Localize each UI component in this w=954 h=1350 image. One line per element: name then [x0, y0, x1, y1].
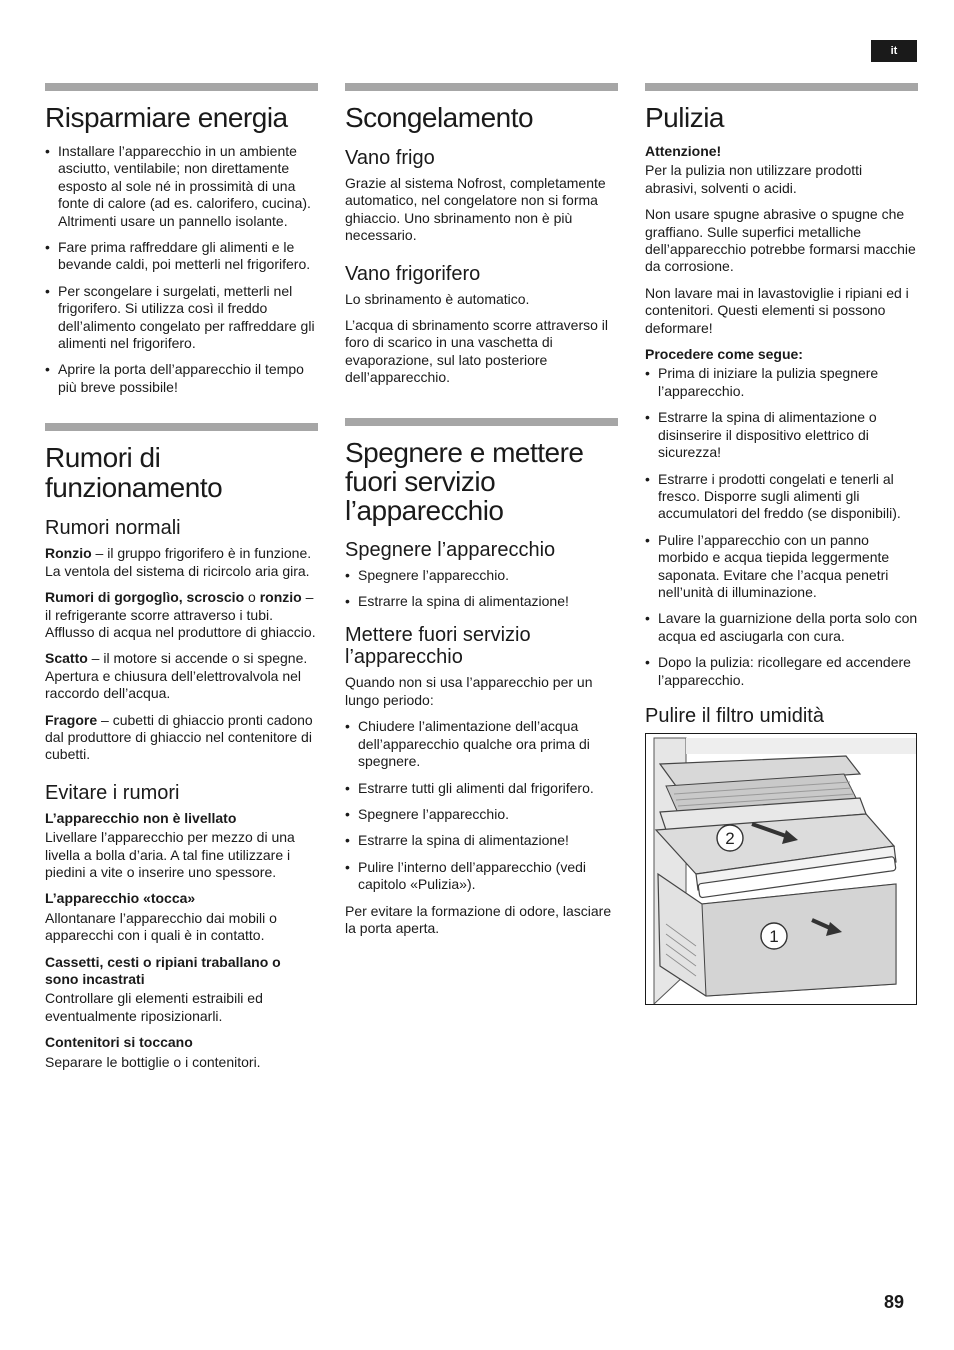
list-item: • Prima di iniziare la pulizia spegnere l’apparecchio.	[645, 365, 918, 400]
list-item: • Installare l’apparecchio in un ambiente asciutto, ventilabile; non direttamente esposto al sole né in prossimità di una fonte di calore (ad es. calorifero, cucina). Altrimenti usare un pannello isolante.	[45, 143, 318, 230]
list-item: • Spegnere l’apparecchio.	[345, 806, 618, 823]
term-ronzio: Ronzio	[45, 545, 92, 562]
section-title-scongelamento: Scongelamento	[345, 102, 534, 133]
subheading-spegnere-apparecchio: Spegnere l’apparecchio	[345, 538, 556, 561]
paragraph-scatto	[45, 650, 318, 702]
text-scatto: – il motore si accende o si spegne. Apertura e chiusura dell’elettrovalvola nel raccordo dell’acqua.	[45, 650, 308, 702]
paragraph-fuori-note: Per evitare la formazione di odore, lasciare la porta aperta.	[345, 902, 612, 936]
column-middle	[345, 83, 618, 946]
text-gorgoglio: – il refrigerante scorre attraverso i tubi. Afflusso di acqua nel produttore di ghiaccio.	[45, 589, 316, 640]
paragraph-fragore	[45, 712, 318, 764]
list-item: • Chiudere l’alimentazione dell’acqua dell’apparecchio qualche ora prima di spegnere.	[345, 718, 618, 770]
list-item: • Estrarre la spina di alimentazione!	[345, 832, 618, 849]
paragraph-cassetti: Controllare gli elementi estraibili ed eventualmente riposizionarli.	[45, 990, 263, 1024]
drawer-diagram	[646, 734, 916, 1004]
list-item: • Per scongelare i surgelati, metterli nel frigorifero. Si utilizza così il freddo dell’alimento congelato per raffreddare gli alimenti nel frigorifero.	[45, 283, 318, 353]
text-fragore: – cubetti di ghiaccio pronti cadono dal produttore di ghiaccio nel contenitore di cubetti.	[45, 711, 313, 763]
paragraph-acqua-sbrinamento: L’acqua di sbrinamento scorre attraverso il foro di scarico in una vaschetta di evaporazione, sul lato posteriore dell’apparecchio.	[345, 317, 609, 386]
list-item: • Estrarre la spina di alimentazione!	[345, 593, 618, 610]
subtitle-tocca: L’apparecchio «tocca»	[45, 890, 196, 907]
list-item: • Aprire la porta dell’apparecchio il tempo più breve possibile!	[45, 361, 318, 396]
list-item: • Pulire l’apparecchio con un panno morbido e acqua tiepida leggermente saponata. Evitare che l’acqua penetri nell’unità di illuminazione.	[645, 532, 918, 602]
text-ronzio: – il gruppo frigorifero è in funzione. La ventola del sistema di ricircolo aria gira.	[45, 545, 312, 579]
paragraph-sbrinamento: Lo sbrinamento è automatico.	[345, 290, 530, 307]
section-rule	[45, 83, 318, 91]
list-item: • Fare prima raffreddare gli alimenti e le bevande caldi, poi metterli nel frigorifero.	[45, 239, 318, 274]
spegnere-list	[345, 567, 618, 611]
section-rule	[345, 83, 618, 91]
paragraph-ronzio	[45, 545, 318, 580]
paragraph-livellato: Livellare l’apparecchio per mezzo di una livella a bolla d’aria. A tal fine utilizzare i piedini a vite o inserire uno spessore.	[45, 829, 295, 880]
paragraph-fuori-intro: Quando non si usa l’apparecchio per un lungo periodo:	[345, 674, 593, 708]
paragraph-attenzione: Per la pulizia non utilizzare prodotti abrasivi, solventi o acidi.	[645, 162, 863, 196]
section-title-rumori: Rumori di funzionamento	[45, 442, 223, 504]
text-or: o	[244, 589, 260, 606]
subtitle-contenitori: Contenitori si toccano	[45, 1034, 193, 1051]
spacer	[45, 405, 318, 423]
column-left	[45, 83, 318, 1080]
section-title-risparmiare: Risparmiare energia	[45, 102, 288, 133]
paragraph-contenitori: Separare le bottiglie o i contenitori.	[45, 1053, 261, 1070]
list-item: • Spegnere l’apparecchio.	[345, 567, 618, 584]
callout-label-2: 2	[725, 828, 735, 848]
drawer-illustration	[645, 733, 917, 1005]
subheading-fuori-servizio: Mettere fuori servizio l’apparecchio	[345, 624, 531, 669]
list-item: • Estrarre la spina di alimentazione o disinserire il dispositivo elettrico di sicurezza!	[645, 409, 918, 461]
paragraph-lavastoviglie: Non lavare mai in lavastoviglie i ripiani ed i contenitori. Questi elementi si possono deformare!	[645, 284, 909, 336]
list-item: • Lavare la guarnizione della porta solo con acqua ed asciugarla con cura.	[645, 610, 918, 645]
subheading-filtro-umidita: Pulire il filtro umidità	[645, 704, 824, 727]
paragraph-vano-frigo: Grazie al sistema Nofrost, completamente automatico, nel congelatore non si forma ghiaccio. Uno sbrinamento non è più necessario.	[345, 175, 606, 244]
spacer	[345, 396, 618, 418]
column-right	[645, 83, 918, 1005]
subtitle-procedere: Procedere come segue:	[645, 346, 803, 363]
list-item: • Estrarre i prodotti congelati e tenerli al fresco. Disporre sugli alimenti gli accumulatori del freddo (se disponibili).	[645, 471, 918, 523]
subheading-evitare-rumori: Evitare i rumori	[45, 781, 180, 804]
term-fragore: Fragore	[45, 711, 98, 728]
section-title-pulizia: Pulizia	[645, 102, 724, 133]
paragraph-spugne: Non usare spugne abrasive o spugne che graffiano. Sulle superfici metalliche dell’apparecchio potrebbe formarsi macchie da corrosione.	[645, 206, 916, 275]
language-badge: it	[871, 40, 917, 62]
subheading-vano-frigorifero: Vano frigorifero	[345, 262, 481, 285]
page-number: 89	[884, 1292, 905, 1312]
list-item: • Estrarre tutti gli alimenti dal frigorifero.	[345, 780, 618, 797]
term-ronzio-2: ronzio	[259, 589, 302, 606]
callout-label-1: 1	[769, 926, 779, 946]
term-gorgoglio: Rumori di gorgoglìo, scroscio	[45, 589, 245, 606]
subheading-vano-frigo: Vano frigo	[345, 147, 435, 169]
subtitle-cassetti: Cassetti, cesti o ripiani traballano o sono incastrati	[45, 953, 281, 987]
list-item: • Dopo la pulizia: ricollegare ed accendere l’apparecchio.	[645, 654, 918, 689]
list-item: • Pulire l’interno dell’apparecchio (vedi capitolo «Pulizia»).	[345, 859, 618, 894]
subtitle-attenzione: Attenzione!	[645, 143, 722, 159]
section-title-spegnere: Spegnere e mettere fuori servizio l’apparecchio	[345, 436, 584, 526]
term-scatto: Scatto	[45, 650, 88, 667]
paragraph-tocca: Allontanare l’apparecchio dai mobili o apparecchi con i quali è in contatto.	[45, 909, 277, 944]
subtitle-livellato: L’apparecchio non è livellato	[45, 809, 237, 826]
paragraph-gorgoglio	[45, 589, 318, 641]
pulizia-steps-list	[645, 365, 918, 689]
section-rule	[345, 418, 618, 426]
fuori-servizio-list	[345, 718, 618, 893]
section-rule	[45, 423, 318, 431]
energy-tips-list	[45, 143, 318, 396]
section-rule	[645, 83, 918, 91]
subheading-rumori-normali: Rumori normali	[45, 517, 181, 540]
